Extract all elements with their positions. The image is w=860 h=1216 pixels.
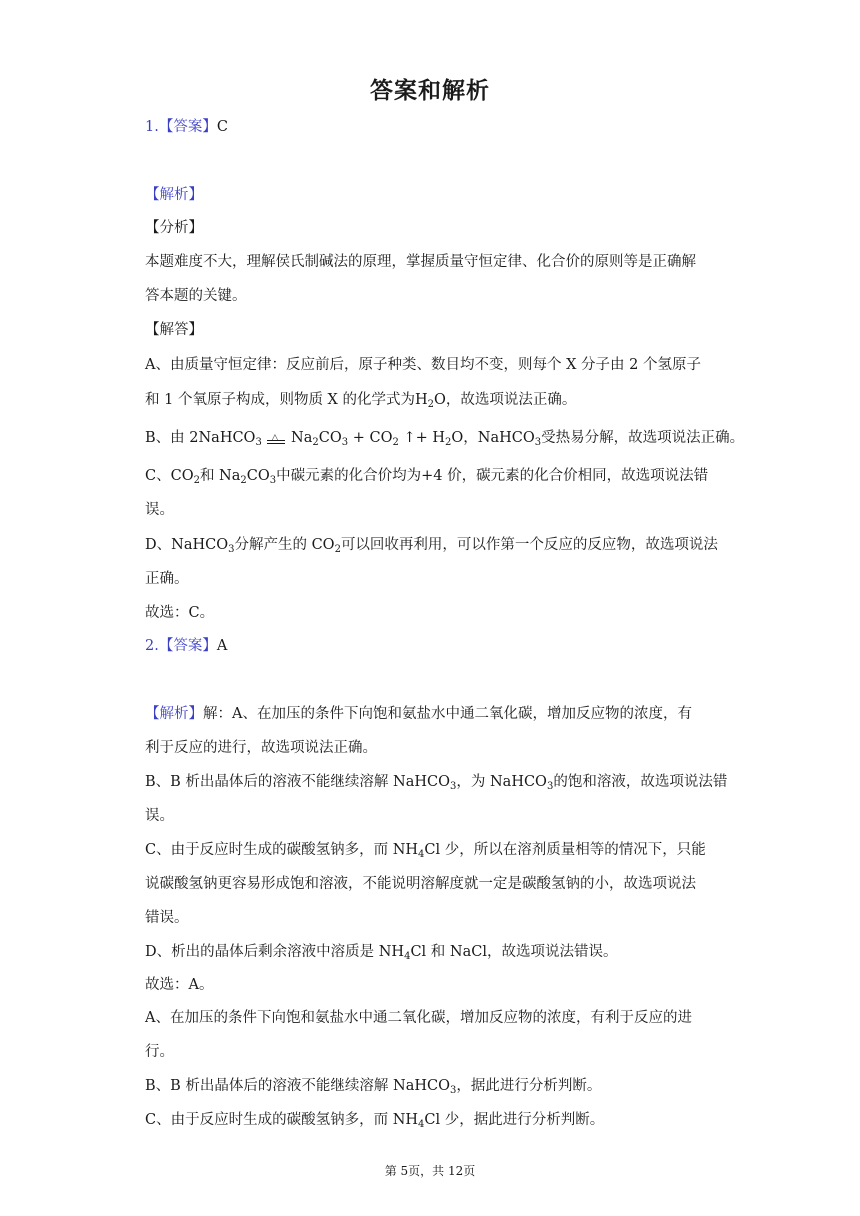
q2-g-line: C、由于反应时生成的碳酸氢钠多，而 $NH_4Cl$ 少，据此进行分析判断。	[145, 1112, 605, 1130]
q2-f-line: B、B 析出晶体后的溶液不能继续溶解 NaHCO$_3$，据此进行分析判断。	[145, 1078, 602, 1096]
page-title: 答案和解析	[370, 78, 490, 104]
q1-answer-tag: 【答案】	[158, 119, 217, 135]
q1-answer-line	[145, 117, 725, 137]
q2-b-line1: B、B 析出晶体后的溶液不能继续溶解 NaHCO$_3$，为 NaHCO$_3$的饱和溶液，故选项说法错	[145, 774, 728, 792]
q2-number: 2.	[145, 638, 159, 654]
q2-b-line2: 误。	[145, 808, 174, 824]
q1-d-line1: D、NaHCO$_3$分解产生的 $CO_2$可以回收再利用，可以作第一个反应的反应物，故选项说法	[145, 537, 718, 555]
q2-c-line1: C、由于反应时生成的碳酸氢钠多，而 $NH_4Cl$ 少，所以在溶剂质量相等的情况下，只能	[145, 842, 706, 860]
q2-jiexi-tag: 【解析】	[145, 706, 203, 722]
q2-answer-tag: 【答案】	[158, 638, 217, 654]
q2-c-line2: 说碳酸氢钠更容易形成饱和溶液，不能说明溶解度就一定是碳酸氢钠的小，故选项说法	[145, 876, 696, 892]
q1-fenxi-tag: 【分析】	[145, 220, 203, 236]
q2-jiexi-line1: 【解析】解：A、在加压的条件下向饱和氨盐水中通二氧化碳，增加反应物的浓度，有	[145, 706, 692, 722]
q1-number: 1.	[145, 119, 159, 135]
q1-fenxi-line2: 答本题的关键。	[145, 288, 247, 304]
q2-e-line2: 行。	[145, 1044, 174, 1060]
heating-equals-sign: △	[267, 430, 285, 444]
q2-conclusion: 故选：A。	[145, 977, 214, 993]
q1-answer: C	[216, 119, 228, 135]
q1-a-line1: A、由质量守恒定律：反应前后，原子种类、数目均不变，则每个 X 分子由 2 个氢原子	[145, 357, 701, 373]
q1-c-line1: C、$CO_2$和 $Na_2CO_3$中碳元素的化合价均为+4 价，碳元素的化合价相同，故选项说法错	[145, 468, 709, 486]
q1-c-line2: 误。	[145, 502, 174, 518]
q2-answer-line	[145, 636, 725, 656]
q1-a-line2: 和 1 个氧原子构成，则物质 X 的化学式为$H_2O$，故选项说法正确。	[145, 392, 577, 410]
page-footer: 第 5页，共 12页	[384, 1164, 476, 1178]
q2-e-line1: A、在加压的条件下向饱和氨盐水中通二氧化碳，增加反应物的浓度，有利于反应的进	[145, 1010, 692, 1026]
q2-c-line3: 错误。	[145, 910, 189, 926]
q2-a-line2: 利于反应的进行，故选项说法正确。	[145, 740, 377, 756]
q1-fenxi-line1: 本题难度不大，理解侯氏制碱法的原理，掌握质量守恒定律、化合价的原则等是正确解	[145, 254, 696, 270]
q2-d-line: D、析出的晶体后剩余溶液中溶质是 $NH_4Cl$ 和 NaCl，故选项说法错误。	[145, 944, 618, 962]
q1-jiexi-tag: 【解析】	[145, 187, 203, 203]
q1-b-line: B、由 2NaHCO$_3$ △ $Na_2CO_3 + CO_2$ ↑+ $H_2O$，NaHCO$_3$受热易分解，故选项说法正确。	[145, 430, 745, 448]
q2-answer: A	[216, 638, 228, 654]
q1-d-line2: 正确。	[145, 571, 189, 587]
q1-conclusion: 故选：C。	[145, 605, 215, 621]
q1-jieda-tag: 【解答】	[145, 322, 203, 338]
